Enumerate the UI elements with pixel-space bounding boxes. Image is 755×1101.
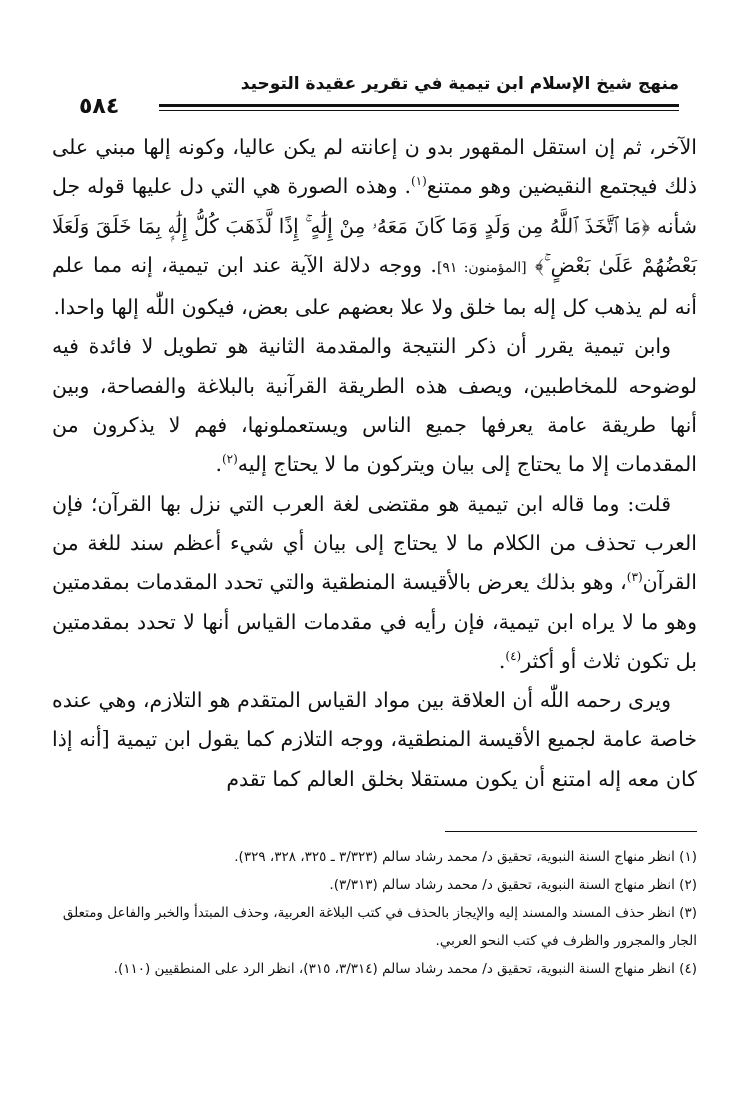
paragraph-2-part-a: وابن تيمية يقرر أن ذكر النتيجة والمقدمة الثانية هو تطويل لا فائدة فيه لوضوحه للمخاطبين، ويصف هذه الطريقة القرآنية بالبلاغة والفصاحة، وبين أنها طريقة عامة يعرفها جميع الناس ويستعملونها، فهم لا يذكرون من المقدمات إلا ما يحتاج إلى بيان ويتركون ما لا يحتاج إليه: [52, 334, 697, 477]
verse-reference: [المؤمنون: ٩١]: [436, 259, 527, 276]
paragraph-1: [52, 128, 697, 327]
paragraph-1-part-b: . وهذه الصورة هي التي دل عليها قوله جل شأنه: [52, 174, 697, 238]
footnote-ref-4[interactable]: (٤): [505, 649, 522, 664]
paragraph-4: [52, 681, 697, 799]
paragraph-3-part-c: .: [498, 648, 506, 673]
footnote-1: (١) انظر منهاج السنة النبوية، تحقيق د/ محمد رشاد سالم (٣/٣٢٣ ـ ٣٢٥، ٣٢٨، ٣٢٩).: [234, 849, 697, 865]
footnote-3: (٣) انظر حذف المسند والمسند إليه والإيجاز بالحذف في كتب البلاغة العربية، وحذف المبتدأ والخبر والفاعل ومتعلق الجار والمجرور والظرف في كتب النحو العربي.: [62, 905, 697, 949]
paragraph-1-part-a: الآخر، ثم إن استقل المقهور بدو ن إعانته لم يكن عاليا، وكونه إلها مبني على ذلك فيجتمع النقيضين وهو ممتنع: [52, 135, 697, 199]
footnotes: [52, 843, 697, 983]
main-text: [52, 128, 697, 799]
page-number: ٥٨٤: [79, 94, 120, 119]
footnote-ref-2[interactable]: (٢): [221, 452, 238, 467]
paragraph-3-part-b: ، وهو بذلك يعرض بالأقيسة المنطقية والتي تحدد المقدمات بمقدمتين وهو ما لا يراه ابن تيمية، فإن رأيه في مقدمات القياس أنها لا تحدد بمقدمتين بل تكون ثلاث أو أكثر: [52, 570, 697, 673]
page-header: [79, 70, 679, 126]
footnote-4: (٤) انظر منهاج السنة النبوية، تحقيق د/ محمد رشاد سالم (٣/٣١٤، ٣١٥)، انظر الرد على المنطقيين (١١٠).: [113, 961, 697, 977]
header-rule-thick: [159, 104, 679, 107]
quran-verse: ﴿مَا ٱتَّخَذَ ٱللَّهُ مِن وَلَدٍ وَمَا كَانَ مَعَهُۥ مِنْ إِلَٰهٍ ۚ إِذًا لَّذَهَبَ كُلُّ إِلَٰهِۭ بِمَا خَلَقَ وَلَعَلَا بَعْضُهُمْ عَلَىٰ بَعْضٍ ۚ﴾: [52, 213, 697, 277]
paragraph-4-part-a: ويرى رحمه اللّٰه أن العلاقة بين مواد القياس المتقدم هو التلازم، وهي عنده خاصة عامة لجميع الأقيسة المنطقية، ووجه التلازم كما يقول ابن تيمية [أنه إذا كان معه إله امتنع أن يكون مستقلا بخلق العالم كما تقدم: [52, 688, 697, 791]
paragraph-3: [52, 485, 697, 681]
header-rule-thin: [159, 110, 679, 111]
paragraph-3-part-a: قلت: وما قاله ابن تيمية هو مقتضى لغة العرب التي نزل بها القرآن؛ فإن العرب تحذف من الكلام ما لا يحتاج إلى بيان أي شيء أعظم سند للغة من القرآن: [52, 491, 697, 595]
footnote-ref-1[interactable]: (١): [410, 174, 427, 189]
footnote-2: (٢) انظر منهاج السنة النبوية، تحقيق د/ محمد رشاد سالم (٣/٣١٣).: [329, 877, 697, 893]
footnote-separator: [445, 831, 697, 832]
running-title: منهج شيخ الإسلام ابن تيمية في تقرير عقيدة التوحيد: [240, 74, 679, 94]
paragraph-1-part-c: . ووجه دلالة الآية عند ابن تيمية، إنه مما علم أنه لم يذهب كل إله بما خلق ولا علا بعضهم على بعض، فيكون اللّٰه إلها واحدا.: [52, 252, 697, 320]
paragraph-2-part-b: .: [215, 452, 222, 477]
paragraph-2: [52, 327, 697, 484]
footnote-ref-3[interactable]: (٣): [626, 570, 643, 585]
